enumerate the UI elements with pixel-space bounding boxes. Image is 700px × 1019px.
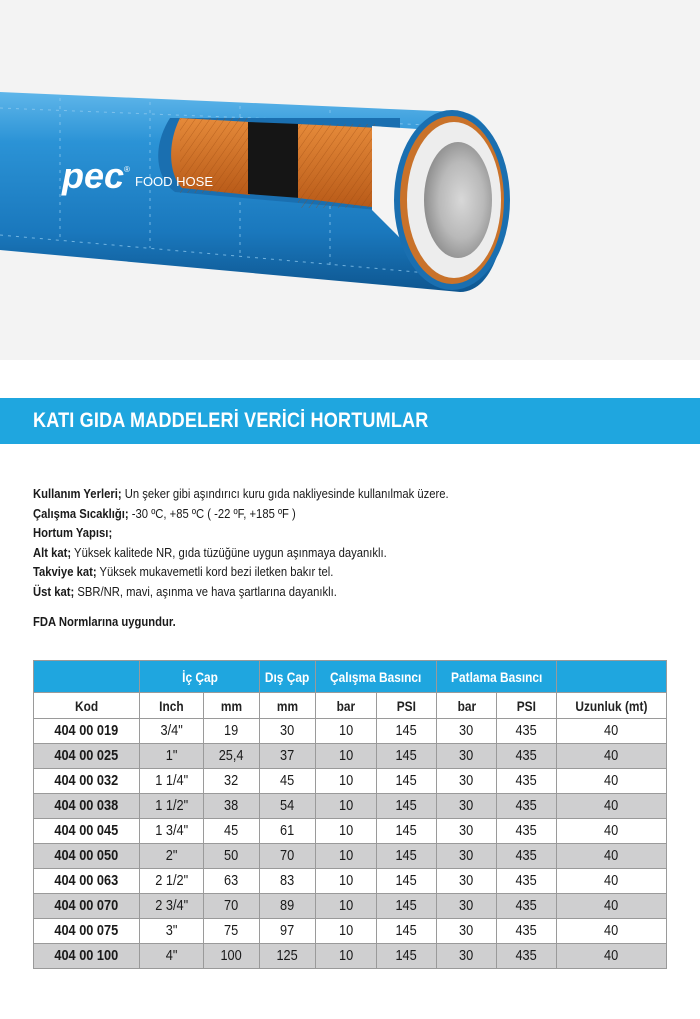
length-cell: 40 <box>557 869 667 894</box>
table-row <box>34 869 667 894</box>
reinforcement-label: Takviye kat; <box>33 565 97 579</box>
inch-cell: 1 1/4" <box>140 769 204 794</box>
outer-mm-cell: 30 <box>260 719 316 744</box>
spec-table <box>33 660 667 969</box>
code-cell: 404 00 038 <box>34 794 140 819</box>
blank-header <box>34 661 140 693</box>
burst-bar-cell: 30 <box>437 744 497 769</box>
working-bar-cell: 10 <box>316 844 377 869</box>
mm-header: mm <box>204 693 260 719</box>
inch-cell: 3/4" <box>140 719 204 744</box>
burst-psi-cell: 435 <box>497 819 557 844</box>
psi-header: PSI <box>377 693 437 719</box>
title-band <box>0 398 700 444</box>
working-pressure-header: Çalışma Basıncı <box>316 661 437 693</box>
inner-mm-cell: 25,4 <box>204 744 260 769</box>
bar-header: bar <box>316 693 377 719</box>
length-cell: 40 <box>557 919 667 944</box>
working-bar-cell: 10 <box>316 894 377 919</box>
page-title: KATI GIDA MADDELERİ VERİCİ HORTUMLAR <box>33 409 429 432</box>
working-bar-cell: 10 <box>316 794 377 819</box>
length-cell: 40 <box>557 719 667 744</box>
outer-mm-cell: 83 <box>260 869 316 894</box>
working-psi-cell: 145 <box>377 769 437 794</box>
blank-header <box>557 661 667 693</box>
working-bar-cell: 10 <box>316 744 377 769</box>
inch-cell: 2 1/2" <box>140 869 204 894</box>
inch-cell: 3" <box>140 919 204 944</box>
code-cell: 404 00 070 <box>34 894 140 919</box>
product-label: FOOD HOSE <box>135 174 214 189</box>
table-row <box>34 794 667 819</box>
inner-mm-cell: 45 <box>204 819 260 844</box>
length-cell: 40 <box>557 944 667 969</box>
length-cell: 40 <box>557 894 667 919</box>
inner-diameter-header: İç Çap <box>140 661 260 693</box>
table-row <box>34 744 667 769</box>
burst-bar-cell: 30 <box>437 919 497 944</box>
working-bar-cell: 10 <box>316 944 377 969</box>
length-cell: 40 <box>557 744 667 769</box>
outer-layer-text: SBR/NR, mavi, aşınma ve hava şartlarına dayanıklı. <box>74 584 337 599</box>
outer-mm-cell: 89 <box>260 894 316 919</box>
usage-line <box>33 485 609 505</box>
reinforcement-text: Yüksek mukavemetli kord bezi iletken bakır tel. <box>96 565 334 579</box>
working-psi-cell: 145 <box>377 944 437 969</box>
inner-layer-line <box>33 544 609 564</box>
code-cell: 404 00 025 <box>34 744 140 769</box>
outer-layer-label: Üst kat; <box>33 584 75 599</box>
length-header: Uzunluk (mt) <box>557 693 667 719</box>
inch-cell: 1 1/2" <box>140 794 204 819</box>
psi-header: PSI <box>497 693 557 719</box>
code-cell: 404 00 050 <box>34 844 140 869</box>
temperature-label: Çalışma Sıcaklığı; <box>33 506 129 521</box>
spec-table-body <box>34 719 667 969</box>
description <box>33 485 673 633</box>
burst-psi-cell: 435 <box>497 869 557 894</box>
length-cell: 40 <box>557 769 667 794</box>
burst-bar-cell: 30 <box>437 944 497 969</box>
inner-mm-cell: 32 <box>204 769 260 794</box>
inch-cell: 2" <box>140 844 204 869</box>
inner-layer-label: Alt kat; <box>33 545 72 560</box>
length-cell: 40 <box>557 844 667 869</box>
working-psi-cell: 145 <box>377 869 437 894</box>
code-cell: 404 00 045 <box>34 819 140 844</box>
table-row <box>34 719 667 744</box>
inch-cell: 1" <box>140 744 204 769</box>
usage-text: Un şeker gibi aşındırıcı kuru gıda nakliyesinde kullanılmak üzere. <box>121 487 449 501</box>
burst-bar-cell: 30 <box>437 894 497 919</box>
working-bar-cell: 10 <box>316 869 377 894</box>
inner-layer-text: Yüksek kalitede NR, gıda tüzüğüne uygun aşınmaya dayanıklı. <box>71 545 387 560</box>
table-row <box>34 769 667 794</box>
code-header: Kod <box>34 693 140 719</box>
fda-note: FDA Normlarına uygundur. <box>33 615 176 629</box>
table-row <box>34 944 667 969</box>
burst-psi-cell: 435 <box>497 794 557 819</box>
reinforcement-line <box>33 563 609 583</box>
table-row <box>34 919 667 944</box>
inner-mm-cell: 70 <box>204 894 260 919</box>
group-header-row <box>34 661 667 693</box>
inner-mm-cell: 19 <box>204 719 260 744</box>
working-bar-cell: 10 <box>316 769 377 794</box>
table-row <box>34 819 667 844</box>
inch-header: Inch <box>140 693 204 719</box>
inner-mm-cell: 38 <box>204 794 260 819</box>
inch-cell: 1 3/4" <box>140 819 204 844</box>
working-psi-cell: 145 <box>377 894 437 919</box>
outer-mm-cell: 97 <box>260 919 316 944</box>
outer-mm-cell: 70 <box>260 844 316 869</box>
length-cell: 40 <box>557 819 667 844</box>
outer-mm-cell: 54 <box>260 794 316 819</box>
structure-label: Hortum Yapısı; <box>33 526 113 540</box>
working-bar-cell: 10 <box>316 919 377 944</box>
outer-diameter-header: Dış Çap <box>260 661 316 693</box>
temperature-text: -30 ºC, +85 ºC ( -22 ºF, +185 ºF ) <box>128 506 296 521</box>
brand-logo: pec <box>62 155 125 196</box>
inner-mm-cell: 100 <box>204 944 260 969</box>
table-row <box>34 894 667 919</box>
code-cell: 404 00 032 <box>34 769 140 794</box>
code-cell: 404 00 019 <box>34 719 140 744</box>
burst-psi-cell: 435 <box>497 944 557 969</box>
working-psi-cell: 145 <box>377 819 437 844</box>
inch-cell: 2 3/4" <box>140 894 204 919</box>
outer-mm-cell: 125 <box>260 944 316 969</box>
outer-mm-cell: 61 <box>260 819 316 844</box>
inch-cell: 4" <box>140 944 204 969</box>
code-cell: 404 00 075 <box>34 919 140 944</box>
burst-bar-cell: 30 <box>437 819 497 844</box>
burst-psi-cell: 435 <box>497 844 557 869</box>
working-psi-cell: 145 <box>377 719 437 744</box>
working-psi-cell: 145 <box>377 744 437 769</box>
burst-bar-cell: 30 <box>437 769 497 794</box>
working-bar-cell: 10 <box>316 719 377 744</box>
inner-mm-cell: 50 <box>204 844 260 869</box>
outer-layer-line <box>33 583 609 603</box>
burst-bar-cell: 30 <box>437 794 497 819</box>
working-bar-cell: 10 <box>316 819 377 844</box>
burst-bar-cell: 30 <box>437 869 497 894</box>
sub-header-row <box>34 693 667 719</box>
hose-illustration <box>0 0 700 360</box>
working-psi-cell: 145 <box>377 919 437 944</box>
temperature-line <box>33 505 609 525</box>
burst-bar-cell: 30 <box>437 844 497 869</box>
registered-mark: ® <box>124 165 130 174</box>
usage-label: Kullanım Yerleri; <box>33 487 122 501</box>
hose-image <box>0 0 700 360</box>
burst-psi-cell: 435 <box>497 919 557 944</box>
code-cell: 404 00 063 <box>34 869 140 894</box>
outer-mm-cell: 37 <box>260 744 316 769</box>
working-psi-cell: 145 <box>377 844 437 869</box>
outer-mm-cell: 45 <box>260 769 316 794</box>
inner-mm-cell: 63 <box>204 869 260 894</box>
structure-line <box>33 524 609 544</box>
working-psi-cell: 145 <box>377 794 437 819</box>
burst-psi-cell: 435 <box>497 894 557 919</box>
burst-bar-cell: 30 <box>437 719 497 744</box>
bar-header: bar <box>437 693 497 719</box>
burst-psi-cell: 435 <box>497 769 557 794</box>
burst-psi-cell: 435 <box>497 744 557 769</box>
mm-header: mm <box>260 693 316 719</box>
table-row <box>34 844 667 869</box>
length-cell: 40 <box>557 794 667 819</box>
burst-pressure-header: Patlama Basıncı <box>437 661 557 693</box>
burst-psi-cell: 435 <box>497 719 557 744</box>
inner-mm-cell: 75 <box>204 919 260 944</box>
code-cell: 404 00 100 <box>34 944 140 969</box>
